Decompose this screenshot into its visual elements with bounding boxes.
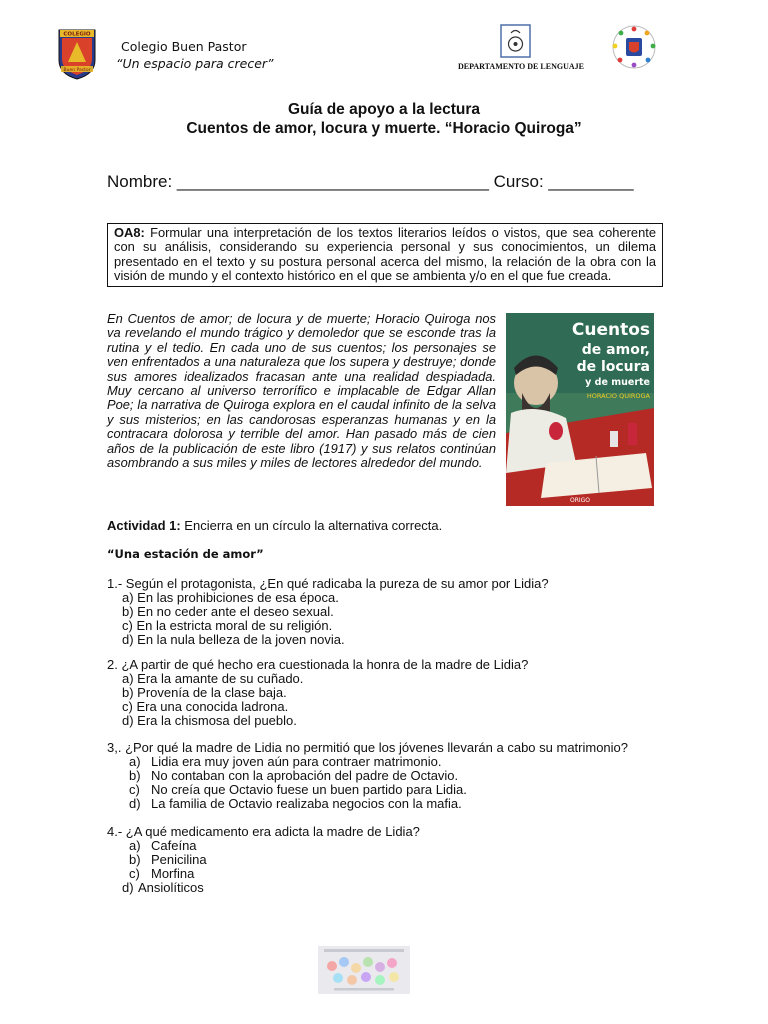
- option-text: Ansiolíticos: [138, 880, 204, 895]
- option-text: Lidia era muy joven aún para contraer matrimonio.: [151, 754, 442, 769]
- question-text: 2. ¿A partir de qué hecho era cuestionada la honra de la madre de Lidia?: [107, 657, 529, 672]
- option-letter: d): [122, 880, 134, 895]
- objective-text: Formular una interpretación de los textos literarios leídos o vistos, que sea coherente con su análisis, considerando su experiencia personal y sus conocimientos, un dilema presentado en el texto y su postura personal acerca del mismo, la relación de la obra con la visión de mundo y el contexto histórico en el que se ambienta y/o en el que fue creada.: [114, 225, 656, 283]
- question-text: 4.- ¿A qué medicamento era adicta la madre de Lidia?: [107, 824, 420, 839]
- option-text: Cafeína: [151, 838, 197, 853]
- question-text: 3,. ¿Por qué la madre de Lidia no permitió que los jóvenes llevarán a cabo su matrimonio?: [107, 740, 629, 755]
- cover-author: HORACIO QUIROGA: [586, 392, 650, 400]
- footer-watermark-logo: [318, 946, 410, 994]
- school-seal-logo: [609, 24, 659, 70]
- option-c[interactable]: [107, 783, 628, 797]
- option-letter: a): [129, 838, 141, 853]
- cover-title-line3: de locura: [576, 359, 650, 375]
- option-d[interactable]: d) Era la chismosa del pueblo.: [122, 713, 297, 728]
- school-motto: “Un espacio para crecer”: [116, 56, 274, 71]
- document-subtitle: Cuentos de amor, locura y muerte. “Horacio Quiroga”: [186, 120, 582, 137]
- option-letter: c): [129, 866, 140, 881]
- cover-publisher: ORIGO: [569, 497, 591, 504]
- question-2: [107, 658, 528, 728]
- name-course-line: Nombre: _________________________________ Curso: _________: [107, 172, 634, 191]
- option-text: No contaban con la aprobación del padre de Octavio.: [151, 768, 459, 783]
- story-title: “Una estación de amor”: [107, 547, 264, 561]
- option-text: Penicilina: [151, 852, 207, 867]
- cover-title-line1: Cuentos: [571, 320, 650, 340]
- intro-paragraph: En Cuentos de amor; de locura y de muerte; Horacio Quiroga nos va revelando el mundo trágico y demoledor que se esconde tras la rutina y el tedio. En cada uno de sus cuentos; los personajes se ven enfrentados a una naturaleza que los supera y destruye; donde sus amores idealizados fracasan ante una realidad despiadada. Muy cercano al universo terrorífico e implacable de Edgar Allan Poe; la narrativa de Quiroga explora en el caudal infinito de la selva y sus misterios; en las candorosas esperanzas humanas y en la contracara dolorosa y terrible del amor. Han pasado más de cien años de la publicación de este libro (1917) y sus relatos continúan asombrando a sus miles y miles de lectores alrededor del mundo.: [107, 311, 496, 471]
- option-a[interactable]: [107, 839, 420, 853]
- crest-text-bottom: Buen Pastor: [63, 68, 91, 73]
- school-crest-logo: [56, 26, 98, 80]
- cover-title-line4: y de muerte: [585, 377, 650, 388]
- objective-box: [107, 223, 663, 287]
- crest-text-top: COLEGIO: [63, 31, 91, 38]
- option-letter: a): [129, 754, 141, 769]
- cover-title-line2: de amor,: [581, 342, 650, 358]
- option-a[interactable]: [107, 755, 628, 769]
- option-text: La familia de Octavio realizaba negocios con la mafia.: [151, 796, 462, 811]
- option-letter: d): [129, 796, 141, 811]
- option-b[interactable]: [107, 769, 628, 783]
- option-text: No creía que Octavio fuese un buen partido para Lidia.: [151, 782, 467, 797]
- option-b[interactable]: [107, 853, 420, 867]
- question-text: 1.- Según el protagonista, ¿En qué radicaba la pureza de su amor por Lidia?: [107, 576, 549, 591]
- option-d[interactable]: d) En la nula belleza de la joven novia.: [122, 632, 345, 647]
- question-4: [107, 825, 420, 895]
- option-text: Morfina: [151, 866, 195, 881]
- option-letter: b): [129, 852, 141, 867]
- option-letter: c): [129, 782, 140, 797]
- book-cover-image: [506, 313, 654, 506]
- option-c[interactable]: [107, 867, 420, 881]
- option-c[interactable]: c) Era una conocida ladrona.: [122, 699, 289, 714]
- question-3: [107, 741, 628, 811]
- department-logo: [500, 24, 531, 58]
- activity-label: Actividad 1:: [107, 518, 181, 533]
- question-1: [107, 577, 549, 647]
- option-letter: b): [129, 768, 141, 783]
- option-b[interactable]: b) En no ceder ante el deseo sexual.: [122, 604, 334, 619]
- option-d[interactable]: [107, 797, 628, 811]
- option-a[interactable]: a) Era la amante de su cuñado.: [122, 671, 304, 686]
- activity-heading: [107, 518, 442, 533]
- option-d[interactable]: [107, 881, 420, 895]
- objective-label: OA8:: [114, 225, 145, 240]
- option-a[interactable]: a) En las prohibiciones de esa época.: [122, 590, 339, 605]
- activity-instruction: Encierra en un círculo la alternativa correcta.: [180, 518, 443, 533]
- school-name: Colegio Buen Pastor: [121, 39, 247, 54]
- option-c[interactable]: c) En la estricta moral de su religión.: [122, 618, 333, 633]
- option-b[interactable]: b) Provenía de la clase baja.: [122, 685, 287, 700]
- document-title: Guía de apoyo a la lectura: [287, 101, 481, 118]
- department-name: DEPARTAMENTO DE LENGUAJE: [458, 62, 584, 71]
